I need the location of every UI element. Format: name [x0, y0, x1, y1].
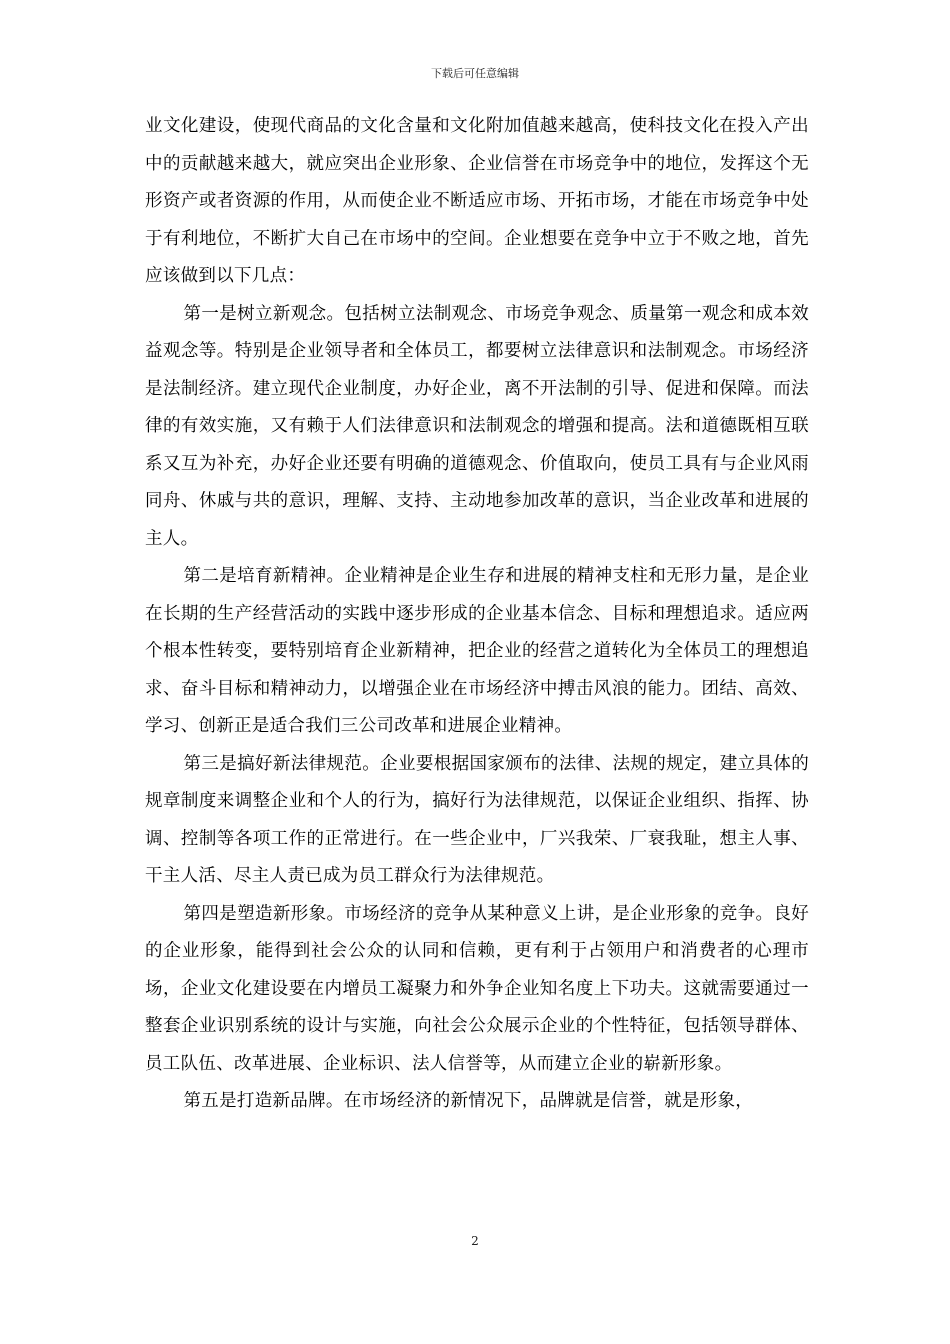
paragraph-point-5: 第五是打造新品牌。在市场经济的新情况下，品牌就是信誉，就是形象，	[183, 1091, 754, 1111]
page-number: 2	[471, 1234, 479, 1248]
page-header: 下载后可任意编辑	[431, 67, 519, 80]
paragraph-intro: 业文化建设，使现代商品的文化含量和文化附加值越来越高，使科技文化在投入产出中的贡献越来越大，就应突出企业形象、企业信誉在市场竞争中的地位，发挥这个无形资产或者资源的作用，从而使企业不断适应市场、开拓市场，才能在市场竞争中处于有利地位，不断扩大自己在市场中的空间。企业想要在竞争中立于不败之地，首先应该做到以下几点：	[145, 116, 809, 286]
paragraph-point-3: 第三是搞好新法律规范。企业要根据国家颁布的法律、法规的规定，建立具体的规章制度来调整企业和个人的行为，搞好行为法律规范，以保证企业组织、指挥、协调、控制等各项工作的正常进行。在一些企业中，厂兴我荣、厂衰我耻，想主人事、干主人活、尽主人责已成为员工群众行为法律规范。	[145, 753, 809, 886]
paragraph-point-2: 第二是培育新精神。企业精神是企业生存和进展的精神支柱和无形力量，是企业在长期的生产经营活动的实践中逐步形成的企业基本信念、目标和理想追求。适应两个根本性转变，要特别培育企业新精神，把企业的经营之道转化为全体员工的理想追求、奋斗目标和精神动力，以增强企业在市场经济中搏击风浪的能力。团结、高效、学习、创新正是适合我们三公司改革和进展企业精神。	[145, 566, 809, 736]
paragraph-point-4: 第四是塑造新形象。市场经济的竞争从某种意义上讲，是企业形象的竞争。良好的企业形象，能得到社会公众的认同和信赖，更有利于占领用户和消费者的心理市场，企业文化建设要在内增员工凝聚力和外争企业知名度上下功夫。这就需要通过一整套企业识别系统的设计与实施，向社会公众展示企业的个性特征，包括领导群体、员工队伍、改革进展、企业标识、法人信誉等，从而建立企业的崭新形象。	[145, 903, 809, 1074]
paragraph-point-1: 第一是树立新观念。包括树立法制观念、市场竞争观念、质量第一观念和成本效益观念等。特别是企业领导者和全体员工，都要树立法律意识和法制观念。市场经济是法制经济。建立现代企业制度，办好企业，离不开法制的引导、促进和保障。而法律的有效实施，又有赖于人们法律意识和法制观念的增强和提高。法和道德既相互联系又互为补充，办好企业还要有明确的道德观念、价值取向，使员工具有与企业风雨同舟、休戚与共的意识，理解、支持、主动地参加改革的意识，当企业改革和进展的主人。	[145, 303, 809, 549]
document-body	[145, 108, 809, 1121]
